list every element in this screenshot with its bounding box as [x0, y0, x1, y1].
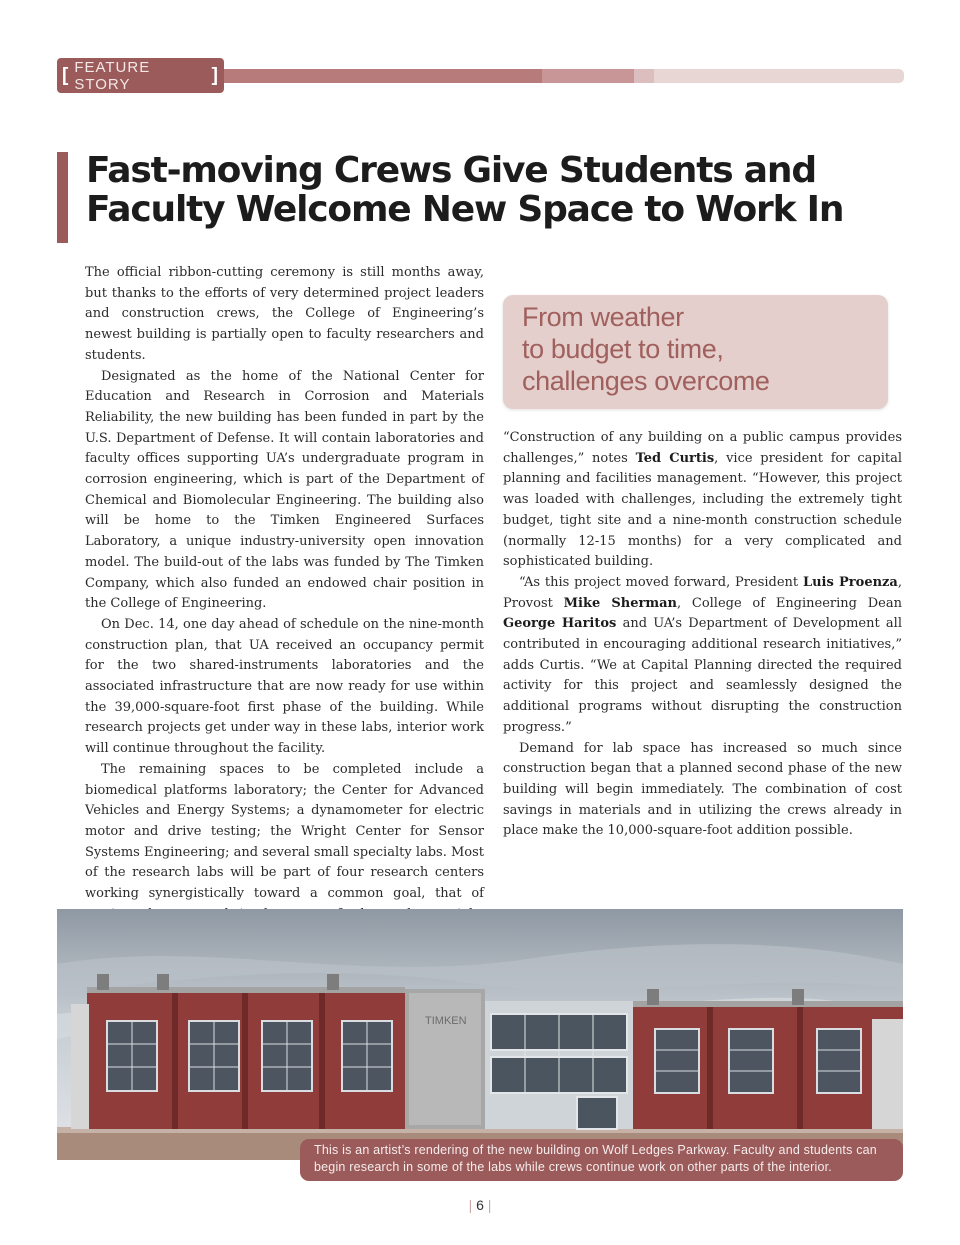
person-name: Mike Sherman	[563, 595, 677, 611]
paragraph: Demand for lab space has increased so much since construction began that a planned second phase of the new building will begin immediately. The combination of cost savings in materials and in utilizing the crews already in place make the 10,000-square-foot addition possible.	[503, 740, 902, 839]
pull-quote	[503, 295, 888, 409]
left-column	[85, 263, 484, 946]
open-bracket: [	[62, 64, 70, 86]
title-accent-bar	[57, 152, 68, 243]
building-rendering	[57, 909, 903, 1160]
folio-divider: |	[468, 1197, 473, 1213]
person-name: Luis Proenza	[802, 574, 898, 590]
right-column	[503, 428, 902, 842]
header-band-segment	[542, 69, 634, 83]
paragraph: The official ribbon-cutting ceremony is still months away, but thanks to the efforts of very determined project leaders and construction crews, the College of Engineering’s newest building is partially open to faculty researchers and students.	[85, 265, 484, 363]
image-caption: This is an artist’s rendering of the new building on Wolf Ledges Parkway. Faculty and students can begin research in some of the labs while crews continue work on other parts of the interior.	[314, 1143, 877, 1174]
section-tag-label: FEATURE STORY	[74, 58, 151, 93]
paragraph: The remaining spaces to be completed include a biomedical platforms laboratory; the Center for Advanced Vehicles and Energy Systems; a dynamometer for electric motor and drive testing; the Wright Center for Sensor Systems Engineering; and several small specialty labs. Most of the research labs will be part of four research centers working synergistically toward a common goal, that of	[85, 761, 485, 902]
header-band-segment	[654, 69, 904, 83]
page-number-value: 6	[476, 1197, 484, 1213]
paragraph: “Construction of any building on a public campus provides challenges,” notes Ted Curtis, vice president for capital planning and facilities management. “However, this project was loaded with challenges, including the extremely tight budget, tight site and a nine-month construction schedule (normally 12-15 months) for a very complicated and sophisticated building.	[503, 430, 902, 570]
pull-quote-line: to budget to time,	[522, 334, 724, 364]
building-sign: TIMKEN	[425, 1015, 467, 1027]
folio-divider: |	[487, 1197, 492, 1213]
pull-quote-line: From weather	[522, 302, 684, 332]
page-number	[464, 1197, 496, 1213]
person-name: George Haritos	[503, 616, 617, 632]
section-tag	[57, 58, 224, 93]
article-title: Fast-moving Crews Give Students and Faculty Welcome New Space to Work In	[86, 150, 844, 230]
person-name: Ted Curtis	[635, 450, 715, 466]
paragraph: “As this project moved forward, President Luis Proenza, Provost Mike Sherman, College of Engineering Dean George Haritos and UA’s Department of Development all contributed in encouraging additional research initiatives,” adds Curtis. “We at Capital Planning directed the required activity for this project and seamlessly designed the additional programs without disrupting the construction progress.”	[503, 574, 902, 735]
paragraph: Designated as the home of the National Center for Education and Research in Corrosion and Materials Reliability, the new building has been funded in part by the U.S. Department of Defense. It will contain laboratories and faculty offices supporting UA’s undergraduate program in corrosion engineering, which is part of the Department of Chemical and Biomolecular Engineering. The building also will be home to the Timken Engineered Surfaces Laboratory, a unique industry-university open innovation model. The build-out of the labs was funded by The Timken Company, which also funded an endowed chair position in the College of Engineering.	[85, 368, 484, 612]
header-band-segment	[224, 69, 542, 83]
header-band-segment	[634, 69, 654, 83]
pull-quote-line: challenges overcome	[522, 366, 770, 396]
paragraph: On Dec. 14, one day ahead of schedule on the nine-month construction plan, that UA received an occupancy permit for the two shared-instruments laboratories and the associated infrastructure that are now ready for use within the 39,000-square-foot first phase of the building. While research projects get under way in these labs, interior work will continue throughout the facility.	[85, 616, 484, 757]
close-bracket: ]	[211, 64, 219, 86]
image-caption-box	[300, 1139, 903, 1181]
